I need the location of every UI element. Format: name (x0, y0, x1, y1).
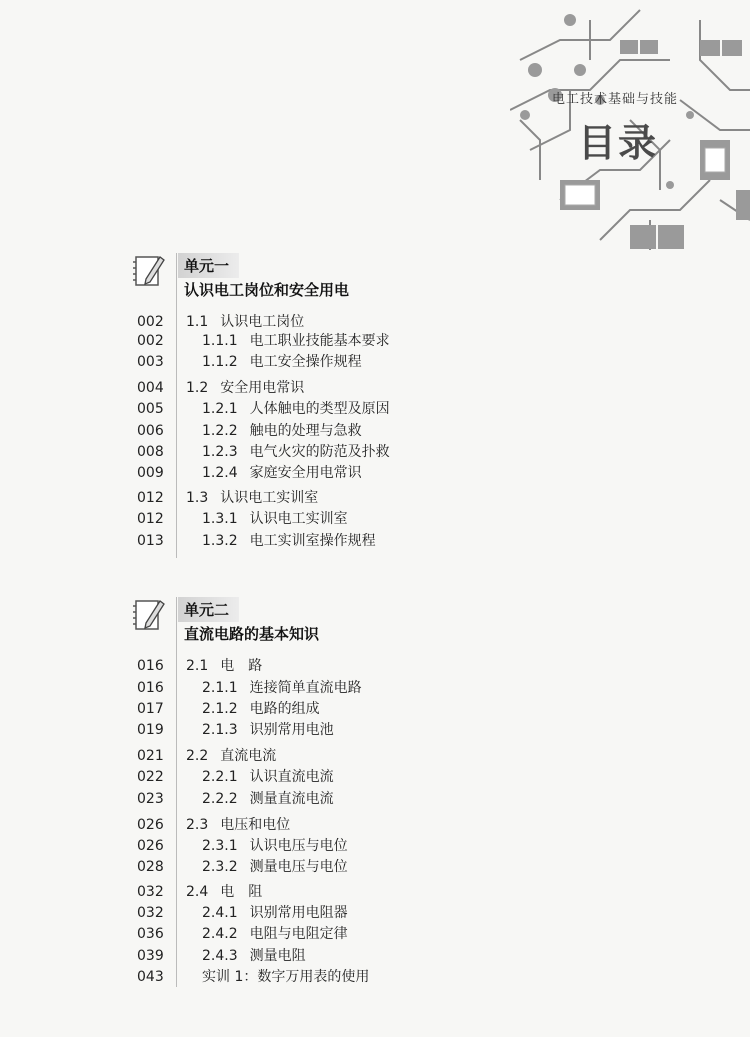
section-title: 电压和电位 (220, 817, 291, 833)
toc-title: 目录 (578, 121, 659, 165)
page-number: 026 (137, 838, 164, 854)
section-number: 2.3.2 (202, 859, 238, 875)
section-title: 认识电工岗位 (220, 314, 305, 330)
section-title: 电气火灾的防范及扑救 (249, 444, 390, 460)
section-title: 测量电阻 (249, 948, 306, 964)
section-title: 直流电流 (220, 748, 277, 764)
page-number: 016 (137, 658, 164, 674)
section-number: 2.4 (186, 884, 209, 900)
page-number: 022 (137, 769, 164, 785)
section-title: 电工实训室操作规程 (249, 533, 376, 549)
section-title: 人体触电的类型及原因 (249, 401, 390, 417)
page-number: 012 (137, 511, 164, 527)
section-title: 电路的组成 (249, 701, 320, 717)
section-title: 认识电工实训室 (220, 490, 319, 506)
section-number: 2.3 (186, 817, 209, 833)
section-number: 1.2.1 (202, 401, 238, 417)
section-title: 认识电压与电位 (249, 838, 348, 854)
unit-name: 认识电工岗位和安全用电 (184, 281, 350, 299)
section-number: 1.3 (186, 490, 209, 506)
page-number: 008 (137, 444, 164, 460)
page-number: 013 (137, 533, 164, 549)
section-title: 电工安全操作规程 (249, 354, 362, 370)
page-number: 005 (137, 401, 164, 417)
section-title: 电阻与电阻定律 (249, 926, 348, 942)
section-number: 1.2.2 (202, 423, 238, 439)
section-number: 2.2.2 (202, 791, 238, 807)
section-number: 2.2.1 (202, 769, 238, 785)
page-number: 019 (137, 722, 164, 738)
notebook-pencil-icon (132, 597, 166, 633)
page-number: 003 (137, 354, 164, 370)
page-number: 032 (137, 905, 164, 921)
section-number: 1.1 (186, 314, 209, 330)
book-title-text: 电工技术基础与技能 (552, 92, 679, 107)
page-number: 016 (137, 680, 164, 696)
section-title: 触电的处理与急救 (249, 423, 362, 439)
page-number: 004 (137, 380, 164, 396)
section-number: 1.3.1 (202, 511, 238, 527)
page-number: 032 (137, 884, 164, 900)
unit-badge: 单元一 (178, 253, 239, 278)
page-number: 012 (137, 490, 164, 506)
page-number: 036 (137, 926, 164, 942)
page-number: 023 (137, 791, 164, 807)
section-number: 2.1 (186, 658, 209, 674)
section-title: 电 路 (220, 658, 263, 674)
section-title: 认识直流电流 (249, 769, 334, 785)
section-number: 1.1.1 (202, 333, 238, 349)
section-title: 家庭安全用电常识 (249, 465, 362, 481)
page-number: 028 (137, 859, 164, 875)
section-title: 认识电工实训室 (249, 511, 348, 527)
notebook-pencil-icon (132, 253, 166, 289)
section-title: 识别常用电阻器 (249, 905, 348, 921)
section-number: 2.1.3 (202, 722, 238, 738)
section-title: 安全用电常识 (220, 380, 305, 396)
page-number: 006 (137, 423, 164, 439)
section-number: 2.4.2 (202, 926, 238, 942)
section-number: 2.1.1 (202, 680, 238, 696)
section-title: 测量电压与电位 (249, 859, 348, 875)
section-title: 实训 1：数字万用表的使用 (202, 969, 370, 985)
section-number: 1.2.4 (202, 465, 238, 481)
unit-2 (0, 597, 750, 997)
section-number: 1.1.2 (202, 354, 238, 370)
page-number: 026 (137, 817, 164, 833)
section-title: 电 阻 (220, 884, 263, 900)
section-title: 测量直流电流 (249, 791, 334, 807)
section-number: 1.2.3 (202, 444, 238, 460)
book-title (552, 88, 692, 107)
section-title: 电工职业技能基本要求 (249, 333, 390, 349)
page-number: 002 (137, 333, 164, 349)
unit-name: 直流电路的基本知识 (184, 625, 320, 643)
page-number: 009 (137, 465, 164, 481)
unit-badge: 单元二 (178, 597, 239, 622)
section-number: 1.3.2 (202, 533, 238, 549)
section-number: 2.4.3 (202, 948, 238, 964)
page-number: 039 (137, 948, 164, 964)
section-number: 2.3.1 (202, 838, 238, 854)
section-number: 2.2 (186, 748, 209, 764)
page-number: 002 (137, 314, 164, 330)
page-number: 021 (137, 748, 164, 764)
section-number: 2.4.1 (202, 905, 238, 921)
section-number: 2.1.2 (202, 701, 238, 717)
page-number: 017 (137, 701, 164, 717)
page-number: 043 (137, 969, 164, 985)
section-number: 1.2 (186, 380, 209, 396)
section-title: 识别常用电池 (249, 722, 334, 738)
section-title: 连接简单直流电路 (249, 680, 362, 696)
